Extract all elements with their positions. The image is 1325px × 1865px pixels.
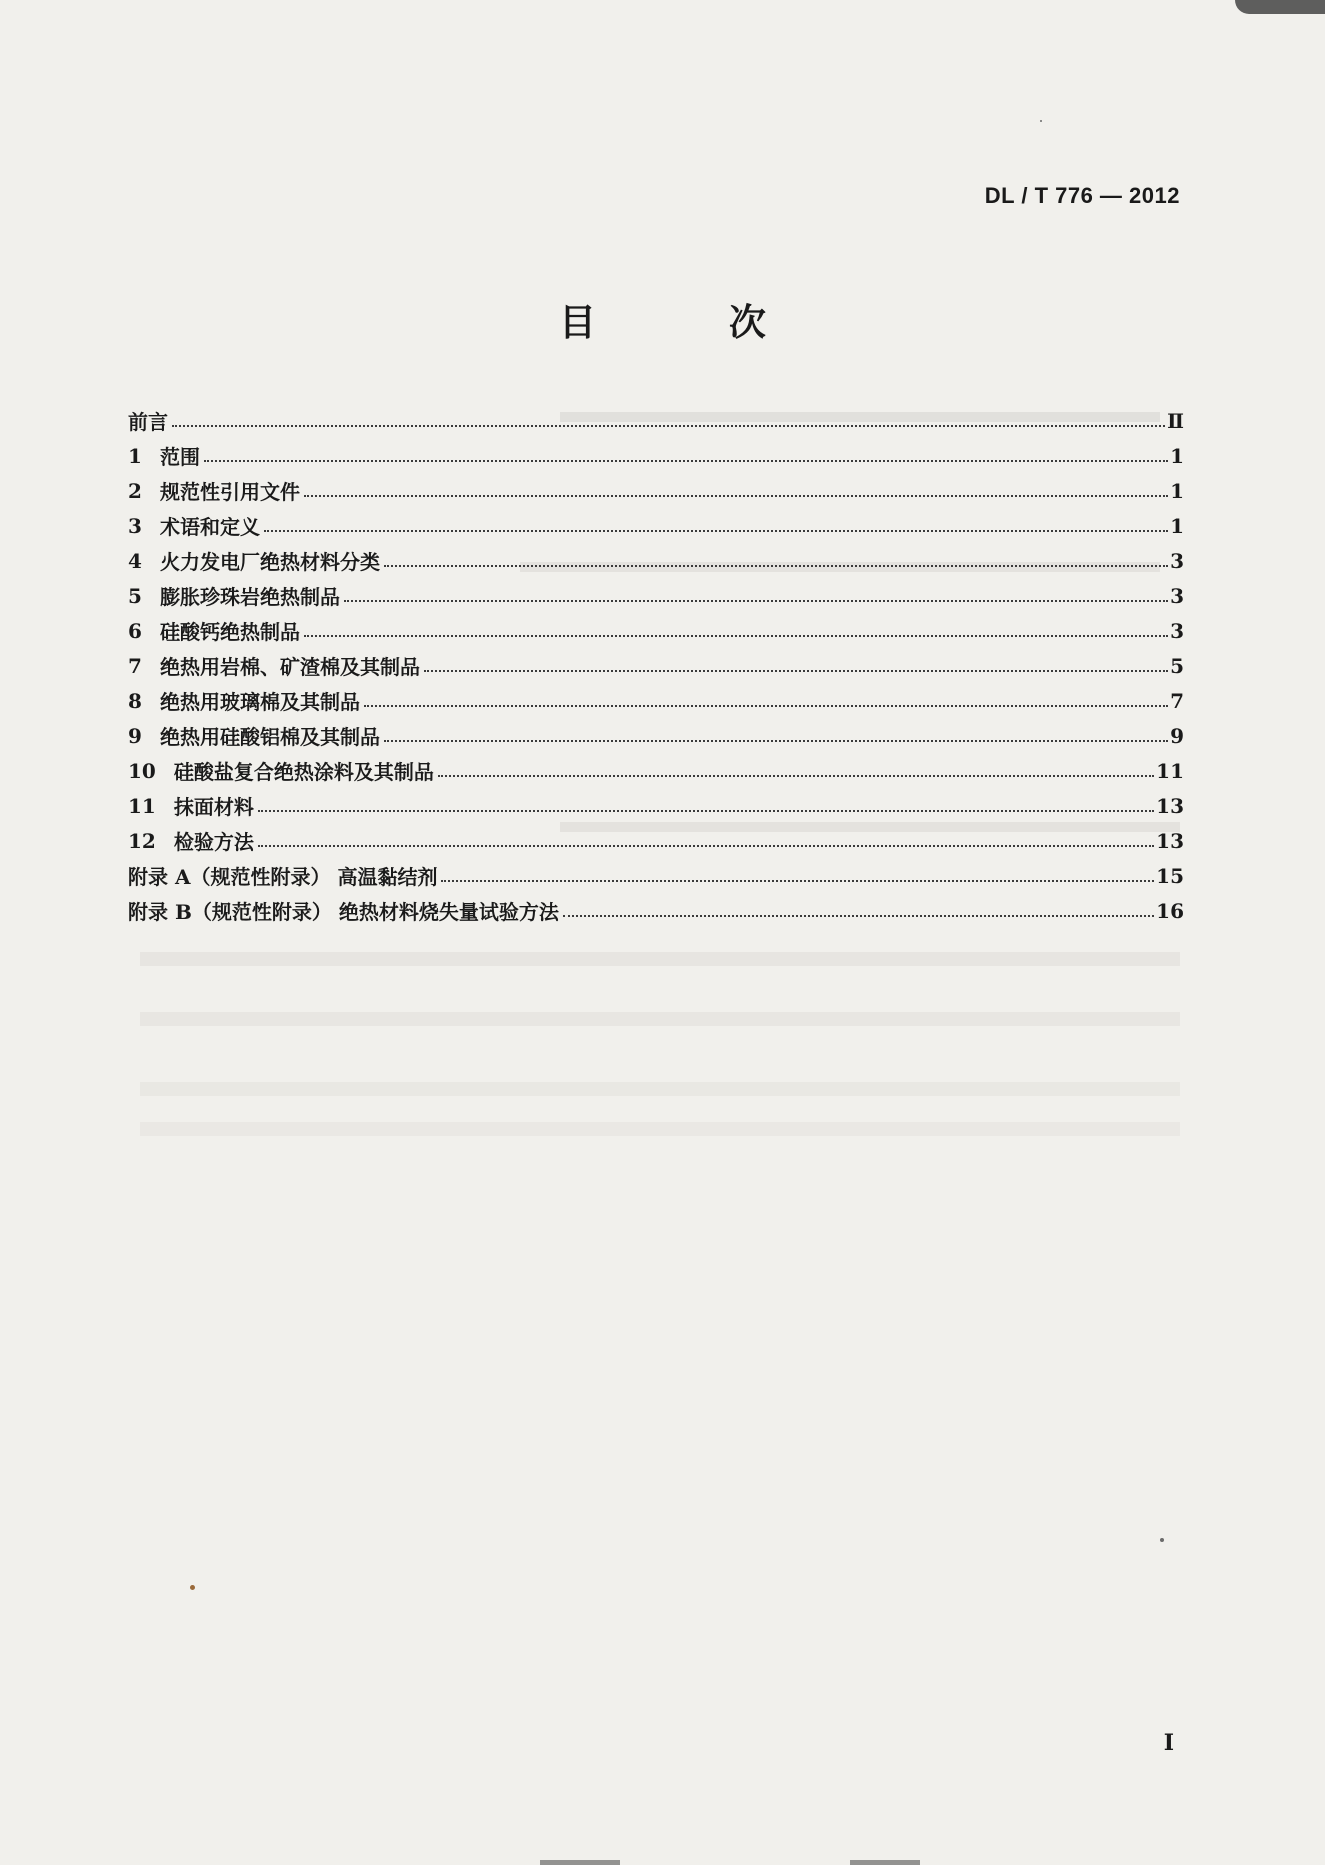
toc-entry-annex-a[interactable] (128, 858, 1184, 893)
toc-entry-12[interactable] (128, 823, 1184, 858)
toc-entry-number: 6 (128, 618, 142, 643)
dot-leader (364, 703, 1168, 707)
toc-entry-page: 16 (1156, 898, 1184, 923)
document-code: DL / T 776 — 2012 (984, 183, 1180, 208)
toc-entry-title: 术语和定义 (160, 511, 262, 540)
toc-entry-title: 检验方法 (174, 826, 256, 855)
dot-leader (204, 458, 1168, 462)
toc-entry-number: 11 (128, 793, 156, 818)
scan-speck (1160, 1538, 1164, 1542)
dot-leader (563, 913, 1154, 917)
toc-entry-page: 1 (1170, 513, 1184, 538)
toc-entry-4[interactable] (128, 543, 1184, 578)
toc-entry-10[interactable] (128, 753, 1184, 788)
toc-entry-title: 硅酸钙绝热制品 (160, 616, 302, 645)
scan-bottom-mark (540, 1860, 620, 1865)
toc-entry-number: 8 (128, 688, 142, 713)
scan-speck (1040, 120, 1042, 122)
toc-entry-1[interactable] (128, 438, 1184, 473)
toc-entry-3[interactable] (128, 508, 1184, 543)
toc-entry-page: 13 (1156, 793, 1184, 818)
scan-speck (190, 1585, 195, 1590)
scan-corner-smudge (1235, 0, 1325, 14)
dot-leader (424, 668, 1168, 672)
toc-entry-title: 规范性引用文件 (160, 476, 302, 505)
toc-entry-page: 3 (1170, 548, 1184, 573)
toc-entry-title: 绝热用硅酸铝棉及其制品 (160, 721, 382, 750)
dot-leader (441, 878, 1154, 882)
toc-entry-page: 9 (1170, 723, 1184, 748)
scan-bottom-mark (850, 1860, 920, 1865)
bleed-through-decoration (140, 1010, 1180, 1026)
toc-entry-number: 2 (128, 478, 142, 503)
toc-entry-number: 1 (128, 443, 142, 468)
toc-entry-page: Ⅱ (1167, 408, 1184, 433)
bleed-through-decoration (140, 1080, 1180, 1096)
toc-entry-title: 抹面材料 (174, 791, 256, 820)
toc-entry-page: 3 (1170, 618, 1184, 643)
dot-leader (264, 528, 1168, 532)
toc-entry-number: 3 (128, 513, 142, 538)
toc-entry-7[interactable] (128, 648, 1184, 683)
dot-leader (258, 843, 1154, 847)
toc-entry-number: 9 (128, 723, 142, 748)
toc-entry-page: 3 (1170, 583, 1184, 608)
bleed-through-decoration (140, 950, 1180, 966)
dot-leader (438, 773, 1154, 777)
dot-leader (304, 493, 1168, 497)
toc-entry-page: 1 (1170, 443, 1184, 468)
toc-entry-number: 10 (128, 758, 156, 783)
toc-entry-page: 5 (1170, 653, 1184, 678)
toc-title: 目 次 (559, 300, 826, 344)
toc-entry-8[interactable] (128, 683, 1184, 718)
toc-entry-page: 1 (1170, 478, 1184, 503)
page-number: I (1163, 1730, 1174, 1756)
toc-entry-title: 膨胀珍珠岩绝热制品 (160, 581, 342, 610)
toc-entry-page: 15 (1156, 863, 1184, 888)
toc-entry-title: 附录 A（规范性附录） 高温黏结剂 (128, 861, 439, 890)
toc-entry-title: 火力发电厂绝热材料分类 (160, 546, 382, 575)
toc-entry-5[interactable] (128, 578, 1184, 613)
dot-leader (384, 563, 1168, 567)
toc-entry-number: 5 (128, 583, 142, 608)
toc-entry-title: 范围 (160, 441, 202, 470)
toc-entry-11[interactable] (128, 788, 1184, 823)
toc-entry-page: 7 (1170, 688, 1184, 713)
toc-entry-6[interactable] (128, 613, 1184, 648)
toc-entry-title: 附录 B（规范性附录） 绝热材料烧失量试验方法 (128, 896, 561, 925)
bleed-through-decoration (140, 1120, 1180, 1136)
toc-entry-title: 前言 (128, 406, 170, 435)
toc-entry-title: 绝热用玻璃棉及其制品 (160, 686, 362, 715)
toc-entry-title: 硅酸盐复合绝热涂料及其制品 (174, 756, 436, 785)
toc-entry-number: 4 (128, 548, 142, 573)
dot-leader (258, 808, 1154, 812)
toc-entry-title: 绝热用岩棉、矿渣棉及其制品 (160, 651, 422, 680)
toc-entry-9[interactable] (128, 718, 1184, 753)
dot-leader (344, 598, 1168, 602)
toc-entry-foreword[interactable] (128, 403, 1184, 438)
dot-leader (384, 738, 1168, 742)
toc-entry-page: 11 (1156, 758, 1184, 783)
dot-leader (172, 423, 1165, 427)
dot-leader (304, 633, 1168, 637)
toc-entry-annex-b[interactable] (128, 893, 1184, 928)
toc-entry-number: 12 (128, 828, 156, 853)
toc-entry-2[interactable] (128, 473, 1184, 508)
toc-entry-number: 7 (128, 653, 142, 678)
table-of-contents (128, 403, 1184, 928)
toc-entry-page: 13 (1156, 828, 1184, 853)
